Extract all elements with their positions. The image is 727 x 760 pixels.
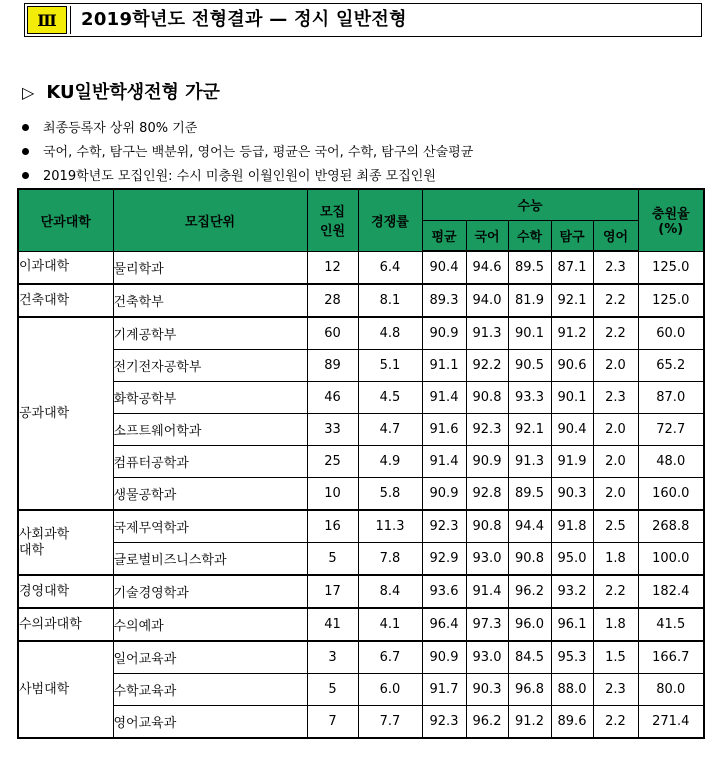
col-header-college: 단과대학 xyxy=(18,189,113,251)
inquiry-cell: 89.6 xyxy=(551,706,593,739)
korean-cell: 90.8 xyxy=(466,510,508,543)
inquiry-cell: 87.1 xyxy=(551,251,593,284)
quota-cell: 16 xyxy=(307,510,358,543)
fill-rate-cell: 100.0 xyxy=(638,543,704,576)
col-header-quota xyxy=(307,189,358,251)
quota-cell: 46 xyxy=(307,382,358,414)
col-header-math: 수학 xyxy=(508,220,551,251)
col-header-inquiry: 탐구 xyxy=(551,220,593,251)
english-cell: 1.5 xyxy=(593,641,638,674)
english-cell: 2.2 xyxy=(593,284,638,317)
quota-cell: 17 xyxy=(307,575,358,608)
quota-cell: 28 xyxy=(307,284,358,317)
fill-rate-cell: 182.4 xyxy=(638,575,704,608)
college-name: 대학 xyxy=(19,542,45,558)
unit-cell: 일어교육과 xyxy=(113,641,307,674)
korean-cell: 96.2 xyxy=(466,706,508,739)
note-text: 2019학년도 모집인원: 수시 미충원 이월인원이 반영된 최종 모집인원 xyxy=(43,169,436,184)
unit-cell: 컴퓨터공학과 xyxy=(113,446,307,478)
fill-rate-cell: 48.0 xyxy=(638,446,704,478)
inquiry-cell: 90.4 xyxy=(551,414,593,446)
quota-cell: 33 xyxy=(307,414,358,446)
competition-cell: 4.8 xyxy=(358,317,422,350)
unit-cell: 기술경영학과 xyxy=(113,575,307,608)
competition-cell: 8.4 xyxy=(358,575,422,608)
inquiry-cell: 90.3 xyxy=(551,478,593,511)
korean-cell: 90.3 xyxy=(466,674,508,706)
college-name: 사회과학 xyxy=(19,526,70,542)
table-row xyxy=(18,414,704,446)
college-cell xyxy=(18,575,113,608)
english-cell: 2.0 xyxy=(593,478,638,511)
english-cell: 1.8 xyxy=(593,543,638,576)
quota-cell: 5 xyxy=(307,543,358,576)
quota-cell: 89 xyxy=(307,350,358,382)
competition-cell: 8.1 xyxy=(358,284,422,317)
bullet-dot-icon xyxy=(22,148,29,155)
quota-cell: 5 xyxy=(307,674,358,706)
college-name: 경영대학 xyxy=(19,583,70,599)
unit-cell: 국제무역학과 xyxy=(113,510,307,543)
note-item xyxy=(22,141,473,165)
unit-cell: 영어교육과 xyxy=(113,706,307,739)
section-heading xyxy=(22,78,220,104)
quota-cell: 7 xyxy=(307,706,358,739)
competition-cell: 6.7 xyxy=(358,641,422,674)
table-row xyxy=(18,317,704,350)
avg-cell: 92.3 xyxy=(422,706,466,739)
page-title: 2019학년도 전형결과 — 정시 일반전형 xyxy=(81,9,407,30)
competition-cell: 6.0 xyxy=(358,674,422,706)
english-cell: 2.5 xyxy=(593,510,638,543)
fill-rate-cell: 72.7 xyxy=(638,414,704,446)
korean-cell: 94.0 xyxy=(466,284,508,317)
section-title: KU일반학생전형 가군 xyxy=(46,82,220,103)
competition-cell: 7.8 xyxy=(358,543,422,576)
col-header-avg: 평균 xyxy=(422,220,466,251)
notes-list xyxy=(22,117,473,189)
math-cell: 89.5 xyxy=(508,251,551,284)
note-item xyxy=(22,117,473,141)
fill-rate-cell: 166.7 xyxy=(638,641,704,674)
college-name: 사범대학 xyxy=(19,681,70,697)
inquiry-cell: 92.1 xyxy=(551,284,593,317)
col-header-korean: 국어 xyxy=(466,220,508,251)
fill-rate-cell: 87.0 xyxy=(638,382,704,414)
competition-cell: 5.1 xyxy=(358,350,422,382)
inquiry-cell: 90.6 xyxy=(551,350,593,382)
korean-cell: 92.3 xyxy=(466,414,508,446)
table-row xyxy=(18,543,704,576)
unit-cell: 수의예과 xyxy=(113,608,307,641)
english-cell: 1.8 xyxy=(593,608,638,641)
note-text: 국어, 수학, 탐구는 백분위, 영어는 등급, 평균은 국어, 수학, 탐구의 산술평균 xyxy=(43,145,474,160)
table-row xyxy=(18,706,704,739)
english-cell: 2.3 xyxy=(593,382,638,414)
english-cell: 2.0 xyxy=(593,350,638,382)
math-cell: 96.2 xyxy=(508,575,551,608)
avg-cell: 91.7 xyxy=(422,674,466,706)
bullet-dot-icon xyxy=(22,172,29,179)
fill-rate-cell: 125.0 xyxy=(638,251,704,284)
col-header-quota-line2: 인원 xyxy=(319,224,346,240)
quota-cell: 10 xyxy=(307,478,358,511)
note-text: 최종등록자 상위 80% 기준 xyxy=(43,121,198,136)
results-table xyxy=(17,188,705,739)
english-cell: 2.2 xyxy=(593,575,638,608)
avg-cell: 91.4 xyxy=(422,446,466,478)
avg-cell: 90.4 xyxy=(422,251,466,284)
avg-cell: 92.9 xyxy=(422,543,466,576)
table-row xyxy=(18,575,704,608)
competition-cell: 4.7 xyxy=(358,414,422,446)
col-header-fill-line2: (%) xyxy=(658,222,684,238)
korean-cell: 90.8 xyxy=(466,382,508,414)
college-cell xyxy=(18,284,113,317)
math-cell: 90.5 xyxy=(508,350,551,382)
fill-rate-cell: 60.0 xyxy=(638,317,704,350)
unit-cell: 기계공학부 xyxy=(113,317,307,350)
unit-cell: 소프트웨어학과 xyxy=(113,414,307,446)
korean-cell: 92.2 xyxy=(466,350,508,382)
korean-cell: 97.3 xyxy=(466,608,508,641)
bullet-dot-icon xyxy=(22,124,29,131)
college-name: 공과대학 xyxy=(19,405,70,421)
english-cell: 2.0 xyxy=(593,446,638,478)
korean-cell: 94.6 xyxy=(466,251,508,284)
section-number-badge: Ⅲ xyxy=(27,6,67,34)
competition-cell: 4.9 xyxy=(358,446,422,478)
col-header-fill-rate xyxy=(638,189,704,251)
table-row xyxy=(18,478,704,511)
math-cell: 93.3 xyxy=(508,382,551,414)
college-name: 수의과대학 xyxy=(19,616,82,632)
inquiry-cell: 95.0 xyxy=(551,543,593,576)
avg-cell: 90.9 xyxy=(422,478,466,511)
avg-cell: 91.4 xyxy=(422,382,466,414)
inquiry-cell: 88.0 xyxy=(551,674,593,706)
college-cell xyxy=(18,317,113,510)
competition-cell: 5.8 xyxy=(358,478,422,511)
competition-cell: 7.7 xyxy=(358,706,422,739)
competition-cell: 11.3 xyxy=(358,510,422,543)
math-cell: 90.8 xyxy=(508,543,551,576)
english-cell: 2.3 xyxy=(593,251,638,284)
table-row xyxy=(18,608,704,641)
table-row xyxy=(18,446,704,478)
math-cell: 92.1 xyxy=(508,414,551,446)
title-bar xyxy=(24,3,702,37)
table-row xyxy=(18,382,704,414)
fill-rate-cell: 160.0 xyxy=(638,478,704,511)
unit-cell: 물리학과 xyxy=(113,251,307,284)
english-cell: 2.0 xyxy=(593,414,638,446)
unit-cell: 글로벌비즈니스학과 xyxy=(113,543,307,576)
unit-cell: 화학공학부 xyxy=(113,382,307,414)
college-cell xyxy=(18,641,113,738)
korean-cell: 91.3 xyxy=(466,317,508,350)
col-header-quota-line1: 모집 xyxy=(319,205,346,221)
inquiry-cell: 91.8 xyxy=(551,510,593,543)
math-cell: 81.9 xyxy=(508,284,551,317)
quota-cell: 3 xyxy=(307,641,358,674)
fill-rate-cell: 125.0 xyxy=(638,284,704,317)
korean-cell: 93.0 xyxy=(466,543,508,576)
unit-cell: 건축학부 xyxy=(113,284,307,317)
inquiry-cell: 95.3 xyxy=(551,641,593,674)
col-header-unit: 모집단위 xyxy=(113,189,307,251)
korean-cell: 90.9 xyxy=(466,446,508,478)
college-name: 이과대학 xyxy=(19,259,70,275)
math-cell: 94.4 xyxy=(508,510,551,543)
avg-cell: 96.4 xyxy=(422,608,466,641)
table-row xyxy=(18,350,704,382)
fill-rate-cell: 80.0 xyxy=(638,674,704,706)
quota-cell: 25 xyxy=(307,446,358,478)
col-header-fill-line1: 충원율 xyxy=(651,207,690,223)
college-cell xyxy=(18,251,113,284)
competition-cell: 4.1 xyxy=(358,608,422,641)
college-cell xyxy=(18,510,113,575)
title-divider xyxy=(70,6,71,34)
quota-cell: 41 xyxy=(307,608,358,641)
math-cell: 89.5 xyxy=(508,478,551,511)
korean-cell: 92.8 xyxy=(466,478,508,511)
avg-cell: 91.6 xyxy=(422,414,466,446)
col-header-english: 영어 xyxy=(593,220,638,251)
table-row xyxy=(18,641,704,674)
table-body xyxy=(18,251,704,738)
col-header-suneung: 수능 xyxy=(422,189,638,220)
math-cell: 91.2 xyxy=(508,706,551,739)
table-row xyxy=(18,251,704,284)
unit-cell: 수학교육과 xyxy=(113,674,307,706)
inquiry-cell: 90.1 xyxy=(551,382,593,414)
avg-cell: 90.9 xyxy=(422,317,466,350)
english-cell: 2.3 xyxy=(593,674,638,706)
inquiry-cell: 91.2 xyxy=(551,317,593,350)
avg-cell: 92.3 xyxy=(422,510,466,543)
avg-cell: 91.1 xyxy=(422,350,466,382)
english-cell: 2.2 xyxy=(593,317,638,350)
quota-cell: 60 xyxy=(307,317,358,350)
unit-cell: 전기전자공학부 xyxy=(113,350,307,382)
college-cell xyxy=(18,608,113,641)
math-cell: 90.1 xyxy=(508,317,551,350)
table-row xyxy=(18,510,704,543)
table-row xyxy=(18,674,704,706)
math-cell: 96.8 xyxy=(508,674,551,706)
math-cell: 84.5 xyxy=(508,641,551,674)
competition-cell: 6.4 xyxy=(358,251,422,284)
korean-cell: 93.0 xyxy=(466,641,508,674)
note-item xyxy=(22,165,473,189)
english-cell: 2.2 xyxy=(593,706,638,739)
inquiry-cell: 96.1 xyxy=(551,608,593,641)
fill-rate-cell: 271.4 xyxy=(638,706,704,739)
competition-cell: 4.5 xyxy=(358,382,422,414)
avg-cell: 93.6 xyxy=(422,575,466,608)
inquiry-cell: 91.9 xyxy=(551,446,593,478)
college-name: 건축대학 xyxy=(19,292,70,308)
avg-cell: 90.9 xyxy=(422,641,466,674)
quota-cell: 12 xyxy=(307,251,358,284)
fill-rate-cell: 268.8 xyxy=(638,510,704,543)
col-header-competition: 경쟁률 xyxy=(358,189,422,251)
triangle-marker-icon: ▷ xyxy=(22,83,35,102)
math-cell: 91.3 xyxy=(508,446,551,478)
korean-cell: 91.4 xyxy=(466,575,508,608)
fill-rate-cell: 41.5 xyxy=(638,608,704,641)
table-row xyxy=(18,284,704,317)
unit-cell: 생물공학과 xyxy=(113,478,307,511)
avg-cell: 89.3 xyxy=(422,284,466,317)
math-cell: 96.0 xyxy=(508,608,551,641)
inquiry-cell: 93.2 xyxy=(551,575,593,608)
fill-rate-cell: 65.2 xyxy=(638,350,704,382)
